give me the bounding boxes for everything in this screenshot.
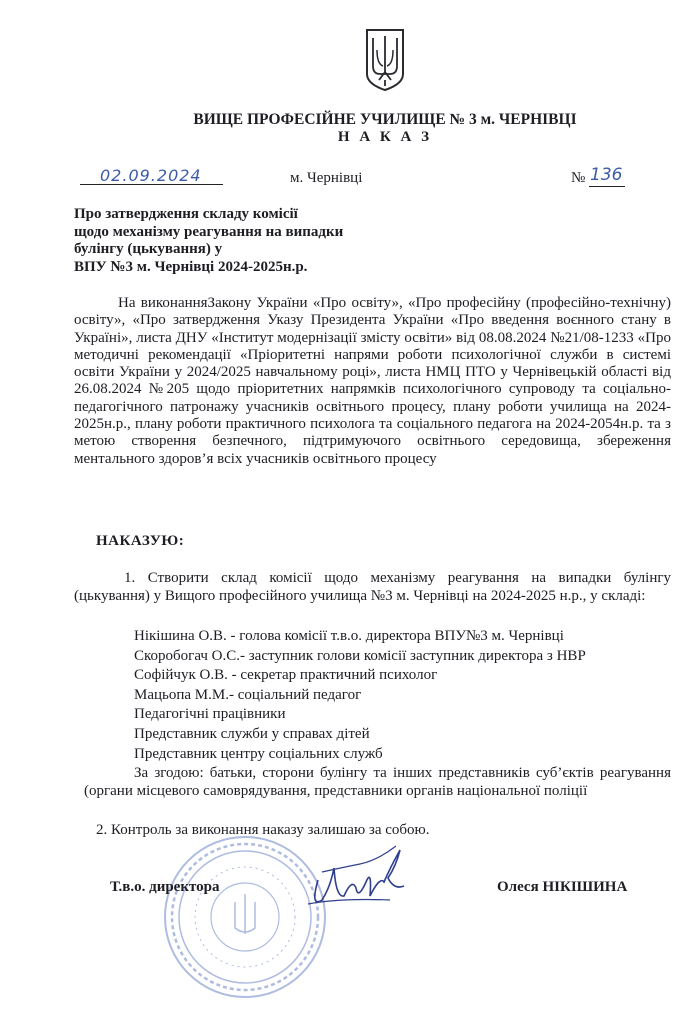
signatory-name: Олеся НІКІШИНА	[497, 879, 628, 895]
city-label: м. Чернівці	[290, 170, 363, 186]
consent-paragraph: За згодою: батьки, сторони булінгу та інших представників суб’єктів реагування (органи місцевого самоврядування, представники органів національної поліції	[84, 765, 671, 799]
order-item-1: 1. Створити склад комісії щодо механізму реагування на випадки булінгу (цькування) у Вищого професійного училища №3 м. Чернівці на 2024-2025 н.р., у складі:	[74, 570, 671, 604]
member-line: Представник центру соціальних служб	[134, 745, 383, 762]
commission-members-list	[134, 627, 586, 764]
institution-title: ВИЩЕ ПРОФЕСІЙНЕ УЧИЛИЩЕ № 3 м. ЧЕРНІВЦІ	[193, 111, 577, 128]
preamble-paragraph: На виконанняЗакону України «Про освіту», «Про професійну (професійно-технічну) освіту», «Про затвердження Указу Президента України «Про введення воєнного стану в Україні», листа ДНУ «Інститут модернізації змісту освіти» від 08.08.2024 №21/08-1233 «Про методичні рекомендації «Пріоритетні напрями роботи психологічної служби в системі освіти України у 2024/2025 навчальному році», листа НМЦ ПТО у Чернівецькій області від 26.08.2024 №205 щодо пріоритетних напрямків психологічного супроводу та соціально-педагогічного патронажу учасників освітнього процесу, плану роботи училища на 2024-2025н.р., плану роботи практичного психолога та соціального педагога на 2024-2054н.р. та з метою створення безпечного, підтримуючого освітнього середовища, збереження ментального здоров’я всіх учасників освітнього процесу	[74, 295, 671, 467]
signatory-title: Т.в.о. директора	[110, 879, 220, 895]
order-subject	[74, 206, 434, 276]
order-heading: НАКАЗУЮ:	[96, 533, 185, 549]
document-type-heading: Н А К А З	[337, 129, 433, 145]
subject-line: щодо механізму реагування на випадки	[74, 223, 344, 240]
member-line: Скоробогач О.С.- заступник голови комісії заступник директора з НВР	[134, 647, 586, 664]
trident-emblem-icon	[362, 26, 408, 92]
member-line: Мацьопа М.М.- соціальний педагог	[134, 686, 362, 703]
member-line: Представник служби у справах дітей	[134, 725, 370, 742]
number-underline	[589, 186, 625, 187]
order-item-2: 2. Контроль за виконання наказу залишаю за собою.	[96, 822, 430, 838]
member-line: Нікішина О.В. - голова комісії т.в.о. директора ВПУ№3 м. Чернівці	[134, 628, 564, 644]
order-number-label: №	[571, 170, 586, 186]
subject-line: ВПУ №3 м. Чернівці 2024-2025н.р.	[74, 258, 308, 275]
handwritten-date: 02.09.2024	[100, 166, 202, 185]
subject-line: Про затвердження складу комісії	[74, 206, 298, 222]
member-line: Педагогічні працівники	[134, 706, 286, 723]
subject-line: булінгу (цькування) у	[74, 241, 223, 257]
member-line: Софійчук О.В. - секретар практичний психолог	[134, 667, 438, 684]
director-signature-icon	[300, 838, 410, 916]
handwritten-order-number: 136	[590, 165, 623, 185]
